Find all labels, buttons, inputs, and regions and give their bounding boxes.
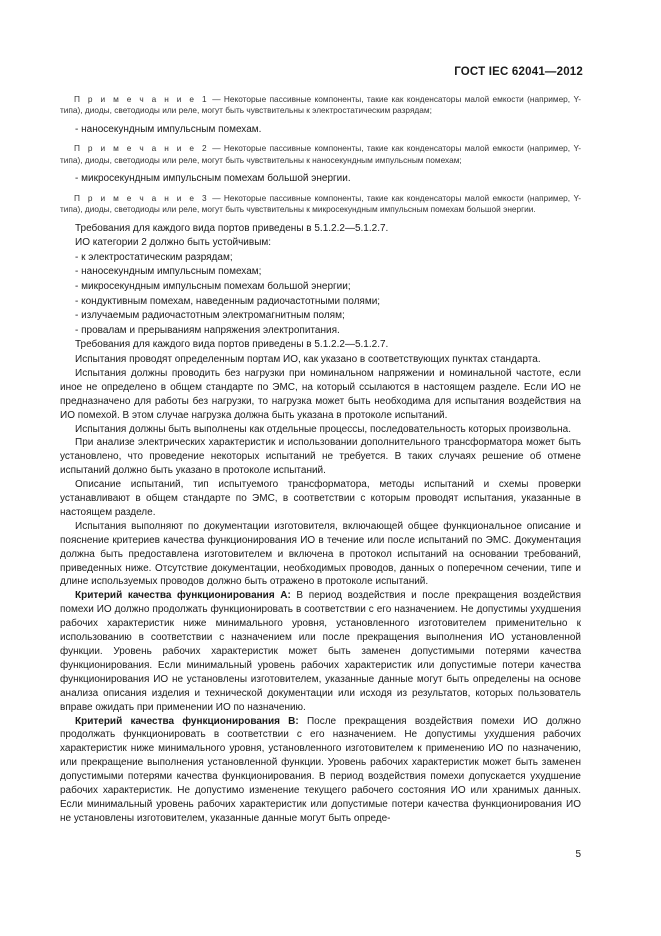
criterion-term: Критерий качества функционирования В: bbox=[75, 715, 299, 727]
note-1 bbox=[60, 94, 581, 117]
category-2-intro: ИО категории 2 должно быть устойчивым: bbox=[75, 237, 272, 249]
criterion-b bbox=[60, 715, 581, 826]
paragraph: Испытания должны проводить без нагрузки при номинальном напряжении и номинальной частоте, если иное не определено в общем стандарте по ЭМС, на который ссылаются в настоящем разделе. Если ИО не предназначено для работы без нагрузки, то нагрузка может быть необходима для испытания воздействия на ИО помехой. В этом случае нагрузка должна быть указана в протоколе испытаний. bbox=[60, 367, 581, 421]
note-label: П р и м е ч а н и е 1 bbox=[74, 94, 209, 104]
paragraph: При анализе электрических характеристик и использовании дополнительного трансформатора может быть установлено, что проведение некоторых испытаний не требуется. В таких случаях решение об отмене испытаний должно быть указано в протоколе испытаний. bbox=[60, 437, 581, 477]
list-item: - излучаемым радиочастотным электромагнитным полям; bbox=[75, 310, 345, 322]
paragraph: Испытания проводят определенным портам ИО, как указано в соответствующих пунктах стандарта. bbox=[75, 353, 541, 365]
note-text: — Некоторые пассивные компоненты, такие как конденсаторы малой емкости (например, Y-типа), диоды, светодиоды или реле, могут быть чувствительны к наносекундным импульсным помехам; bbox=[60, 143, 582, 165]
requirements-reference: Требования для каждого вида портов приведены в 5.1.2.2—5.1.2.7. bbox=[75, 339, 389, 351]
note-text: — Некоторые пассивные компоненты, такие как конденсаторы малой емкости (например, Y-типа), диоды, светодиоды или реле, могут быть чувствительны к микросекундным импульсным помехам большой энергии. bbox=[60, 192, 582, 215]
requirements-reference: Требования для каждого вида портов приведены в 5.1.2.2—5.1.2.7. bbox=[75, 222, 389, 234]
page-content bbox=[60, 94, 581, 826]
page-number: 5 bbox=[575, 849, 581, 860]
paragraph: Описание испытаний, тип испытуемого трансформатора, методы испытаний и схемы проверки устанавливают в общем стандарте по ЭМС, в соответствии с которым проводят испытания, указанные в настоящем разделе. bbox=[60, 479, 581, 518]
list-item: - наносекундным импульсным помехам. bbox=[75, 123, 262, 135]
criterion-a bbox=[60, 589, 581, 714]
criterion-text: После прекращения воздействия помехи ИО должно продолжать функционировать в соответствии с его назначением. Не допустимы ухудшения рабочих характеристик ниже минимального уровня, установленного изготовителем к применению ИО по назначению, или прекращение выполнения установленной функции. Уровень рабочих характеристик может быть заменен допустимыми потерями качества функционирования. В период воздействия помехи допускается ухудшение рабочих характеристик. Не допустимо изменение текущего рабочего состояния ИО или хранимых данных. Если минимальный уровень рабочих характеристик или допустимые потери качества функционирования ИО не установлены изготовителем, указанные данные могут быть опреде- bbox=[60, 715, 581, 824]
note-label: П р и м е ч а н и е 2 bbox=[74, 143, 209, 154]
standard-designation: ГОСТ IEC 62041—2012 bbox=[454, 66, 583, 78]
note-text: — Некоторые пассивные компоненты, такие как конденсаторы малой емкости (например, Y-типа), диоды, светодиоды или реле, могут быть чувствительны к электростатическим разрядам; bbox=[60, 94, 582, 116]
paragraph: Испытания должны быть выполнены как отдельные процессы, последовательность которых произвольна. bbox=[75, 423, 572, 435]
list-item: - к электростатическим разрядам; bbox=[75, 251, 233, 263]
criterion-term: Критерий качества функционирования А: bbox=[75, 590, 291, 602]
list-item: - наносекундным импульсным помехам; bbox=[75, 266, 262, 278]
criterion-text: В период воздействия и после прекращения воздействия помехи ИО должно продолжать функционировать в соответствии с его назначением. Не допустимы ухудшения рабочих характеристик ниже минимального уровня, установленного изготовителем применительно к использованию в соответствии с назначением или после прекращения выполнения ИО установленной функции. Уровень рабочих характеристик может быть заменен допустимыми потерями качества функционирования. Если минимальный уровень рабочих характеристик или допустимые потери качества функционирования ИО не установлены изготовителем, указанные данные могут быть определены на основе анализа описания изделия и технической документации или исходя из результатов, которых пользователь вправе ожидать при применении ИО по назначению. bbox=[60, 590, 581, 713]
note-2 bbox=[60, 143, 581, 166]
list-item: - микросекундным импульсным помехам большой энергии; bbox=[75, 281, 351, 292]
list-item: - провалам и прерываниям напряжения электропитания. bbox=[75, 324, 340, 336]
note-3 bbox=[60, 193, 581, 216]
list-item: - кондуктивным помехам, наведенным радиочастотными полями; bbox=[75, 295, 381, 307]
list-item: - микросекундным импульсным помехам большой энергии. bbox=[75, 173, 351, 185]
note-label: П р и м е ч а н и е 3 bbox=[74, 192, 209, 203]
paragraph: Испытания выполняют по документации изготовителя, включающей общее функциональное описание и пояснение критериев качества функционирования ИО в течение или после испытаний по ЭМС. Документация должна быть предоставлена изготовителем и включена в протокол испытаний на основании требований, приведенных ниже. Отсутствие документации, необходимых проводов, данных о поперечном сечении, типе и длине используемых проводов должно быть отражено в протоколе испытаний. bbox=[60, 520, 581, 588]
